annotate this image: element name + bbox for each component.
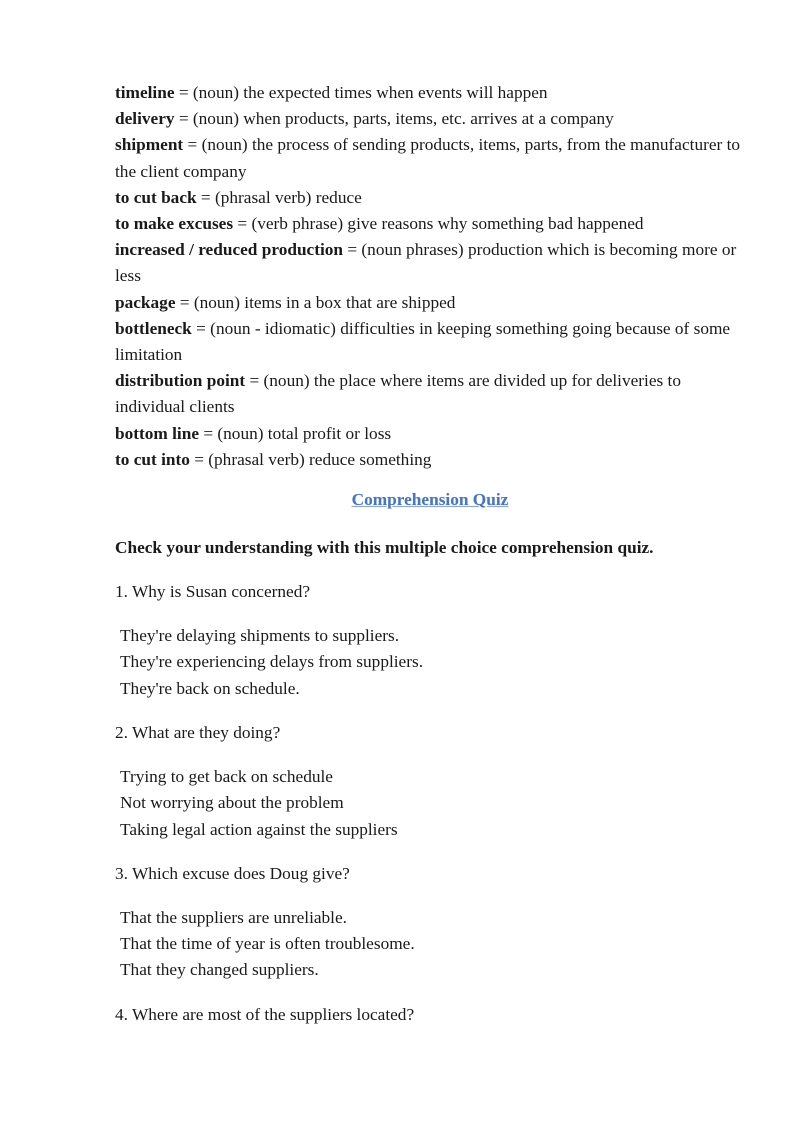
answer-options (115, 764, 745, 843)
answer-option[interactable]: That the suppliers are unreliable. (120, 907, 347, 927)
vocab-entry (115, 106, 745, 132)
vocab-term: to cut into (115, 449, 190, 469)
vocab-definition: = (noun) total profit or loss (199, 423, 392, 443)
vocab-definition: = (noun) when products, parts, items, etc. arrives at a company (174, 109, 614, 129)
vocab-definition: = (noun) the expected times when events will happen (174, 83, 548, 102)
vocab-definition: = (noun) items in a box that are shipped (175, 292, 456, 312)
answer-option[interactable]: Trying to get back on schedule (120, 766, 333, 786)
vocab-entry (115, 211, 745, 237)
vocab-term: shipment (115, 135, 184, 155)
answer-options (115, 623, 745, 702)
answer-option[interactable]: They're back on schedule. (120, 678, 300, 698)
quiz-title-link[interactable]: Comprehension Quiz (351, 490, 509, 510)
vocab-definition: = (phrasal verb) reduce something (189, 449, 432, 469)
vocab-term: to cut back (115, 187, 197, 207)
vocab-term: to make excuses (115, 214, 234, 234)
quiz-title (115, 487, 745, 513)
vocab-entry (115, 421, 745, 447)
answer-option[interactable]: That the time of year is often troublesome. (120, 934, 415, 954)
vocab-entry (115, 290, 745, 316)
answer-option[interactable]: Not worrying about the problem (120, 793, 344, 813)
quiz-instruction: Check your understanding with this multiple choice comprehension quiz. (115, 538, 654, 558)
vocab-term: distribution point (115, 371, 246, 391)
vocab-entry (115, 368, 745, 420)
vocab-entry (115, 447, 745, 473)
vocab-term: package (115, 292, 176, 312)
answer-option[interactable]: That they changed suppliers. (120, 960, 319, 980)
question-text: 3. Which excuse does Doug give? (115, 863, 350, 883)
question-text: 2. What are they doing? (115, 722, 281, 742)
vocab-definition: = (verb phrase) give reasons why something bad happened (233, 214, 644, 234)
vocab-entry (115, 80, 745, 106)
vocab-term: increased / reduced production (115, 240, 344, 260)
vocab-definition: = (noun) the place where items are divided up for deliveries to individual clients (115, 371, 682, 417)
vocab-definition: = (noun - idiomatic) difficulties in keeping something going because of some limitation (115, 318, 731, 365)
vocab-term: bottom line (115, 423, 200, 443)
question-text: 4. Where are most of the suppliers located? (115, 1004, 415, 1024)
vocab-entry (115, 132, 745, 184)
vocabulary-list (115, 80, 745, 473)
question-text: 1. Why is Susan concerned? (115, 582, 311, 602)
document-page (115, 80, 745, 1028)
vocab-term: bottleneck (115, 318, 192, 338)
answer-options (115, 905, 745, 984)
vocab-term: timeline (115, 83, 175, 102)
vocab-definition: = (phrasal verb) reduce (196, 187, 362, 207)
answer-option[interactable]: They're delaying shipments to suppliers. (120, 626, 400, 646)
vocab-definition: = (noun) the process of sending products, items, parts, from the manufacturer to the client company (115, 135, 741, 181)
vocab-entry (115, 316, 745, 368)
vocab-term: delivery (115, 109, 175, 129)
answer-option[interactable]: Taking legal action against the suppliers (120, 819, 398, 839)
answer-option[interactable]: They're experiencing delays from suppliers. (120, 652, 424, 672)
vocab-entry (115, 185, 745, 211)
vocab-entry (115, 237, 745, 289)
vocab-definition: = (noun phrases) production which is becoming more or less (115, 240, 737, 286)
